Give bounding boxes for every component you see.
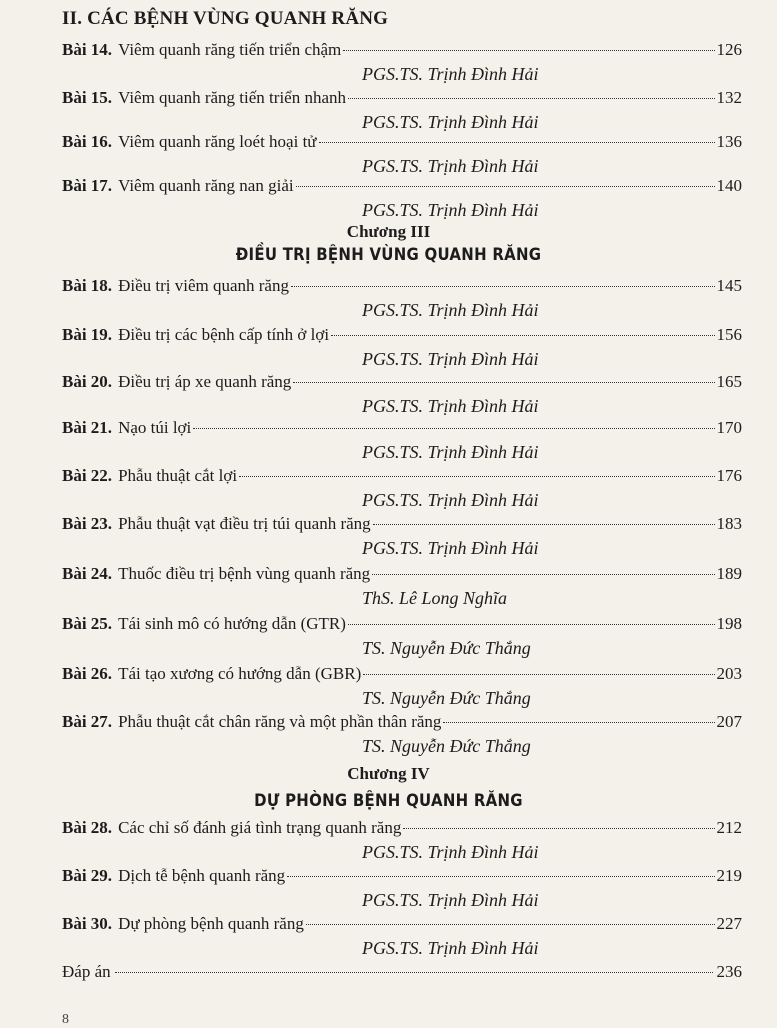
dot-leader (291, 285, 715, 287)
lesson-title: Thuốc điều trị bệnh vùng quanh răng (118, 564, 371, 583)
lesson-title: Dịch tễ bệnh quanh răng (118, 866, 286, 885)
dot-leader (403, 827, 714, 829)
page-number: 136 (716, 132, 742, 151)
toc-entry (62, 818, 742, 868)
lesson-title: Điều trị các bệnh cấp tính ở lợi (118, 325, 330, 344)
dot-leader (363, 673, 714, 675)
lesson-number: Bài 16. (62, 132, 113, 151)
lesson-number: Bài 24. (62, 564, 113, 583)
toc-entry (62, 418, 742, 468)
toc-entry (62, 866, 742, 916)
toc-entry-answers (62, 962, 742, 988)
author: PGS.TS. Trịnh Đình Hải (362, 349, 539, 369)
toc-entry (62, 614, 742, 664)
lesson-number: Bài 25. (62, 614, 113, 633)
author: PGS.TS. Trịnh Đình Hải (362, 442, 539, 462)
author: TS. Nguyễn Đức Thắng (362, 736, 531, 756)
chapter-label: Chương III (346, 222, 431, 241)
lesson-title: Dự phòng bệnh quanh răng (118, 914, 304, 933)
toc-entry (62, 88, 742, 138)
author: PGS.TS. Trịnh Đình Hải (362, 64, 539, 84)
page-number: 170 (716, 418, 742, 437)
dot-leader (287, 875, 714, 877)
dot-leader (343, 49, 714, 51)
author: PGS.TS. Trịnh Đình Hải (362, 938, 539, 958)
lesson-number: Bài 18. (62, 276, 113, 295)
lesson-title: Phẫu thuật cắt lợi (118, 466, 238, 485)
lesson-number: Bài 17. (62, 176, 113, 195)
author: PGS.TS. Trịnh Đình Hải (362, 396, 539, 416)
lesson-number: Bài 29. (62, 866, 113, 885)
page-number: 145 (716, 276, 742, 295)
dot-leader (443, 721, 714, 723)
author: PGS.TS. Trịnh Đình Hải (362, 842, 539, 862)
page-number: 212 (716, 818, 742, 837)
lesson-number: Bài 15. (62, 88, 113, 107)
toc-entry (62, 466, 742, 516)
dot-leader (296, 185, 715, 187)
lesson-title: Điều trị áp xe quanh răng (118, 372, 292, 391)
page-number: 227 (716, 914, 742, 933)
toc-entry (62, 664, 742, 714)
chapter-title: DỰ PHÒNG BỆNH QUANH RĂNG (254, 791, 523, 811)
author: PGS.TS. Trịnh Đình Hải (362, 890, 539, 910)
page-number: 219 (716, 866, 742, 885)
lesson-number: Bài 28. (62, 818, 113, 837)
chapter-title: ĐIỀU TRỊ BỆNH VÙNG QUANH RĂNG (235, 245, 542, 265)
author: PGS.TS. Trịnh Đình Hải (362, 538, 539, 558)
page-number: 183 (716, 514, 742, 533)
chapter-label: Chương IV (347, 764, 430, 783)
lesson-title: Các chỉ số đánh giá tình trạng quanh răng (118, 818, 402, 837)
lesson-number: Bài 26. (62, 664, 113, 683)
dot-leader (193, 427, 714, 429)
toc-entry (62, 514, 742, 564)
lesson-title: Viêm quanh răng nan giải (118, 176, 294, 195)
toc-entry (62, 276, 742, 326)
toc-entry (62, 372, 742, 422)
dot-leader (348, 97, 714, 99)
lesson-number: Bài 27. (62, 712, 113, 731)
page-number: 156 (716, 325, 742, 344)
page-number: 165 (716, 372, 742, 391)
toc-entry (62, 176, 742, 226)
lesson-title: Điều trị viêm quanh răng (118, 276, 289, 295)
dot-leader (239, 475, 714, 477)
lesson-title: Viêm quanh răng loét hoại tử (118, 132, 317, 151)
author: PGS.TS. Trịnh Đình Hải (362, 112, 539, 132)
page-number: 207 (716, 712, 742, 731)
page-number: 126 (716, 40, 742, 59)
lesson-title: Phẫu thuật vạt điều trị túi quanh răng (118, 514, 371, 533)
lesson-number: Bài 21. (62, 418, 113, 437)
toc-entry (62, 325, 742, 375)
dot-leader (306, 923, 715, 925)
author: PGS.TS. Trịnh Đình Hải (362, 300, 539, 320)
page-number: 198 (716, 614, 742, 633)
lesson-number: Bài 20. (62, 372, 113, 391)
lesson-number: Bài 22. (62, 466, 113, 485)
page-number: 140 (716, 176, 742, 195)
dot-leader (319, 141, 715, 143)
page-number: 132 (716, 88, 742, 107)
author: PGS.TS. Trịnh Đình Hải (362, 490, 539, 510)
author: TS. Nguyễn Đức Thắng (362, 688, 531, 708)
lesson-title: Viêm quanh răng tiến triển chậm (118, 40, 342, 59)
answers-label: Đáp án (62, 962, 111, 981)
toc-entry (62, 132, 742, 182)
author: ThS. Lê Long Nghĩa (362, 588, 508, 608)
lesson-title: Tái tạo xương có hướng dẫn (GBR) (118, 664, 362, 683)
author: PGS.TS. Trịnh Đình Hải (362, 200, 539, 220)
page-number: 176 (716, 466, 742, 485)
dot-leader (372, 573, 714, 575)
toc-entry (62, 564, 742, 614)
page-footer-number: 8 (62, 1012, 69, 1027)
author: PGS.TS. Trịnh Đình Hải (362, 156, 539, 176)
page-number: 236 (716, 962, 742, 981)
toc-entry (62, 40, 742, 90)
lesson-number: Bài 30. (62, 914, 113, 933)
dot-leader (293, 381, 714, 383)
lesson-title: Phẫu thuật cắt chân răng và một phần thân răng (118, 712, 442, 731)
dot-leader (373, 523, 715, 525)
dot-leader (331, 334, 714, 336)
lesson-number: Bài 23. (62, 514, 113, 533)
lesson-number: Bài 14. (62, 40, 113, 59)
page-number: 189 (716, 564, 742, 583)
page-number: 203 (716, 664, 742, 683)
dot-leader (348, 623, 715, 625)
lesson-title: Nạo túi lợi (118, 418, 192, 437)
author: TS. Nguyễn Đức Thắng (362, 638, 531, 658)
toc-entry (62, 712, 742, 762)
lesson-number: Bài 19. (62, 325, 113, 344)
dot-leader (115, 971, 713, 973)
lesson-title: Viêm quanh răng tiến triển nhanh (118, 88, 347, 107)
toc-entry (62, 914, 742, 964)
section-heading: II. CÁC BỆNH VÙNG QUANH RĂNG (62, 8, 389, 29)
lesson-title: Tái sinh mô có hướng dẫn (GTR) (118, 614, 346, 633)
